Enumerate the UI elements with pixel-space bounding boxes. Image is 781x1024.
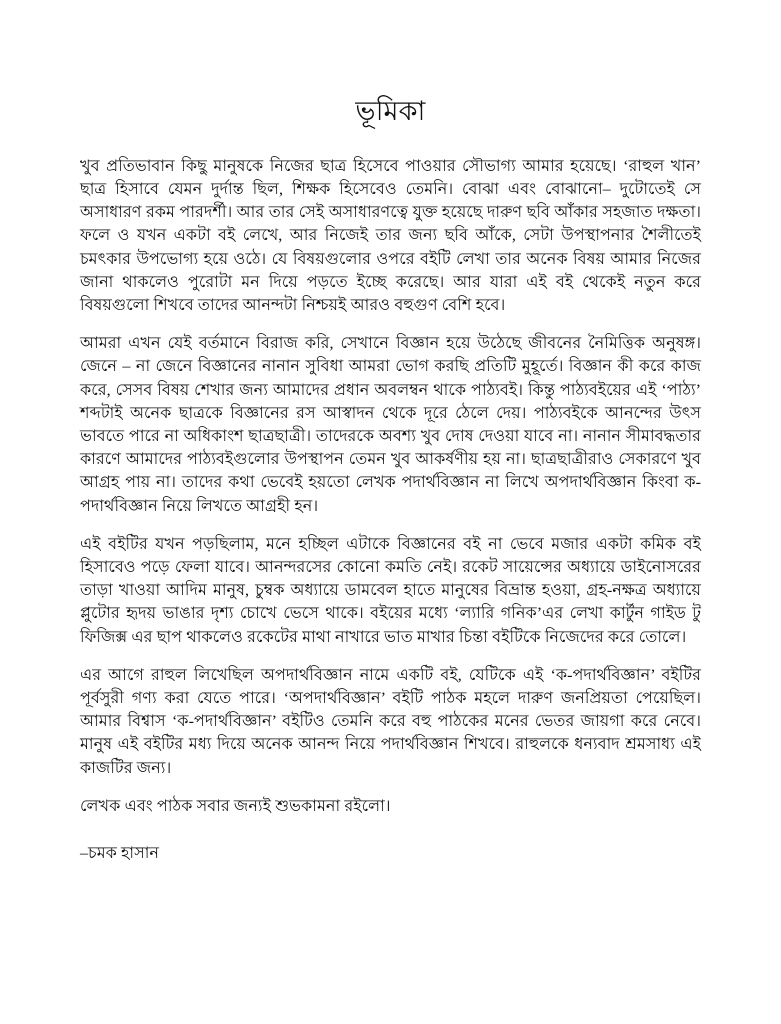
paragraph-4: এর আগে রাহুল লিখেছিল অপদার্থবিজ্ঞান নামে একটি বই, যেটিকে এই ‘ক-পদার্থবিজ্ঞান’ বইটির পূর্বসুরী গণ্য করা যেতে পারে। ‘অপদার্থবিজ্ঞান’ বইটি পাঠক মহলে দারুণ জনপ্রিয়তা পেয়েছিল। আমার বিশ্বাস ‘ক-পদার্থবিজ্ঞান’ বইটিও তেমনি করে বহু পাঠকের মনের ভেতর জায়গা করে নেবে। মানুষ এই বইটির মধ্য দিয়ে অনেক আনন্দ নিয়ে পদার্থবিজ্ঞান শিখবে। রাহুলকে ধন্যবাদ শ্রমসাধ্য এই কাজটির জন্য। — [80, 666, 701, 777]
page-title: ভূমিকা — [355, 96, 426, 126]
author-signature: –চমক হাসান — [80, 844, 159, 862]
paragraph-1: খুব প্রতিভাবান কিছু মানুষকে নিজের ছাত্র হিসেবে পাওয়ার সৌভাগ্য আমার হয়েছে। ‘রাহুল খান’ ছাত্র হিসাবে যেমন দুর্দান্ত ছিল, শিক্ষক হিসেবেও তেমনি। বোঝা এবং বোঝানো– দুটোতেই সে অসাধারণ রকম পারদর্শী। আর তার সেই অসাধারণত্বে যুক্ত হয়েছে দারুণ ছবি আঁকার সহজাত দক্ষতা। ফলে ও যখন একটা বই লেখে, আর নিজেই তার জন্য ছবি আঁকে, সেটা উপস্থাপনার শৈলীতেই চমৎকার উপভোগ্য হয়ে ওঠে। যে বিষয়গুলোর ওপরে বইটি লেখা তার অনেক বিষয় আমার নিজের জানা থাকলেও পুরোটা মন দিয়ে পড়তে ইচ্ছে করেছে। আর যারা এই বই থেকেই নতুন করে বিষয়গুলো শিখবে তাদের আনন্দটা নিশ্চয়ই আরও বহুগুণ বেশি হবে। — [80, 157, 702, 314]
document-body — [80, 155, 701, 865]
page-content — [80, 0, 701, 865]
closing-wish: লেখক এবং পাঠক সবার জন্যই শুভকামনা রইলো। — [80, 797, 391, 815]
paragraph-2: আমরা এখন যেই বর্তমানে বিরাজ করি, সেখানে বিজ্ঞান হয়ে উঠেছে জীবনের নৈমিত্তিক অনুষঙ্গ। জেনে – না জেনে বিজ্ঞানের নানান সুবিধা আমরা ভোগ করছি প্রতিটি মুহূর্তে। বিজ্ঞান কী করে কাজ করে, সেসব বিষয় শেখার জন্য আমাদের প্রধান অবলম্বন থাকে পাঠ্যবই। কিন্তু পাঠ্যবইয়ের এই ‘পাঠ্য’ শব্দটাই অনেক ছাত্রকে বিজ্ঞানের রস আস্বাদন থেকে দূরে ঠেলে দেয়। পাঠ্যবইকে আনন্দের উৎস ভাবতে পারে না অধিকাংশ ছাত্রছাত্রী। তাদেরকে অবশ্য খুব দোষ দেওয়া যাবে না। নানান সীমাবদ্ধতার কারণে আমাদের পাঠ্যবইগুলোর উপস্থাপন তেমন খুব আকর্ষণীয় হয় না। ছাত্রছাত্রীরাও সেকারণে খুব আগ্রহ পায় না। তাদের কথা ভেবেই হয়তো লেখক পদার্থবিজ্ঞান না লিখে অপদার্থবিজ্ঞান কিংবা ক-পদার্থবিজ্ঞান নিয়ে লিখতে আগ্রহী হন। — [80, 335, 701, 515]
paragraph-3: এই বইটির যখন পড়ছিলাম, মনে হচ্ছিল এটাকে বিজ্ঞানের বই না ভেবে মজার একটা কমিক বই হিসাবেও পড়ে ফেলা যাবে। আনন্দরসের কোনো কমতি নেই। রকেট সায়েন্সের অধ্যায়ে ডাইনোসরের তাড়া খাওয়া আদিম মানুষ, চুম্বক অধ্যায়ে ডামবেল হাতে মানুষের বিভ্রান্ত হওয়া, গ্রহ-নক্ষত্র অধ্যায়ে প্লুটোর হৃদয় ভাঙার দৃশ্য চোখে ভেসে থাকে। বইয়ের মধ্যে ‘ল্যারি গনিক’এর লেখা কার্টুন গাইড টু ফিজিক্স এর ছাপ থাকলেও রকেটের মাথা নাখারে ভাত মাখার চিন্তা বইটিকে নিজেদের করে তোলে। — [80, 535, 701, 646]
